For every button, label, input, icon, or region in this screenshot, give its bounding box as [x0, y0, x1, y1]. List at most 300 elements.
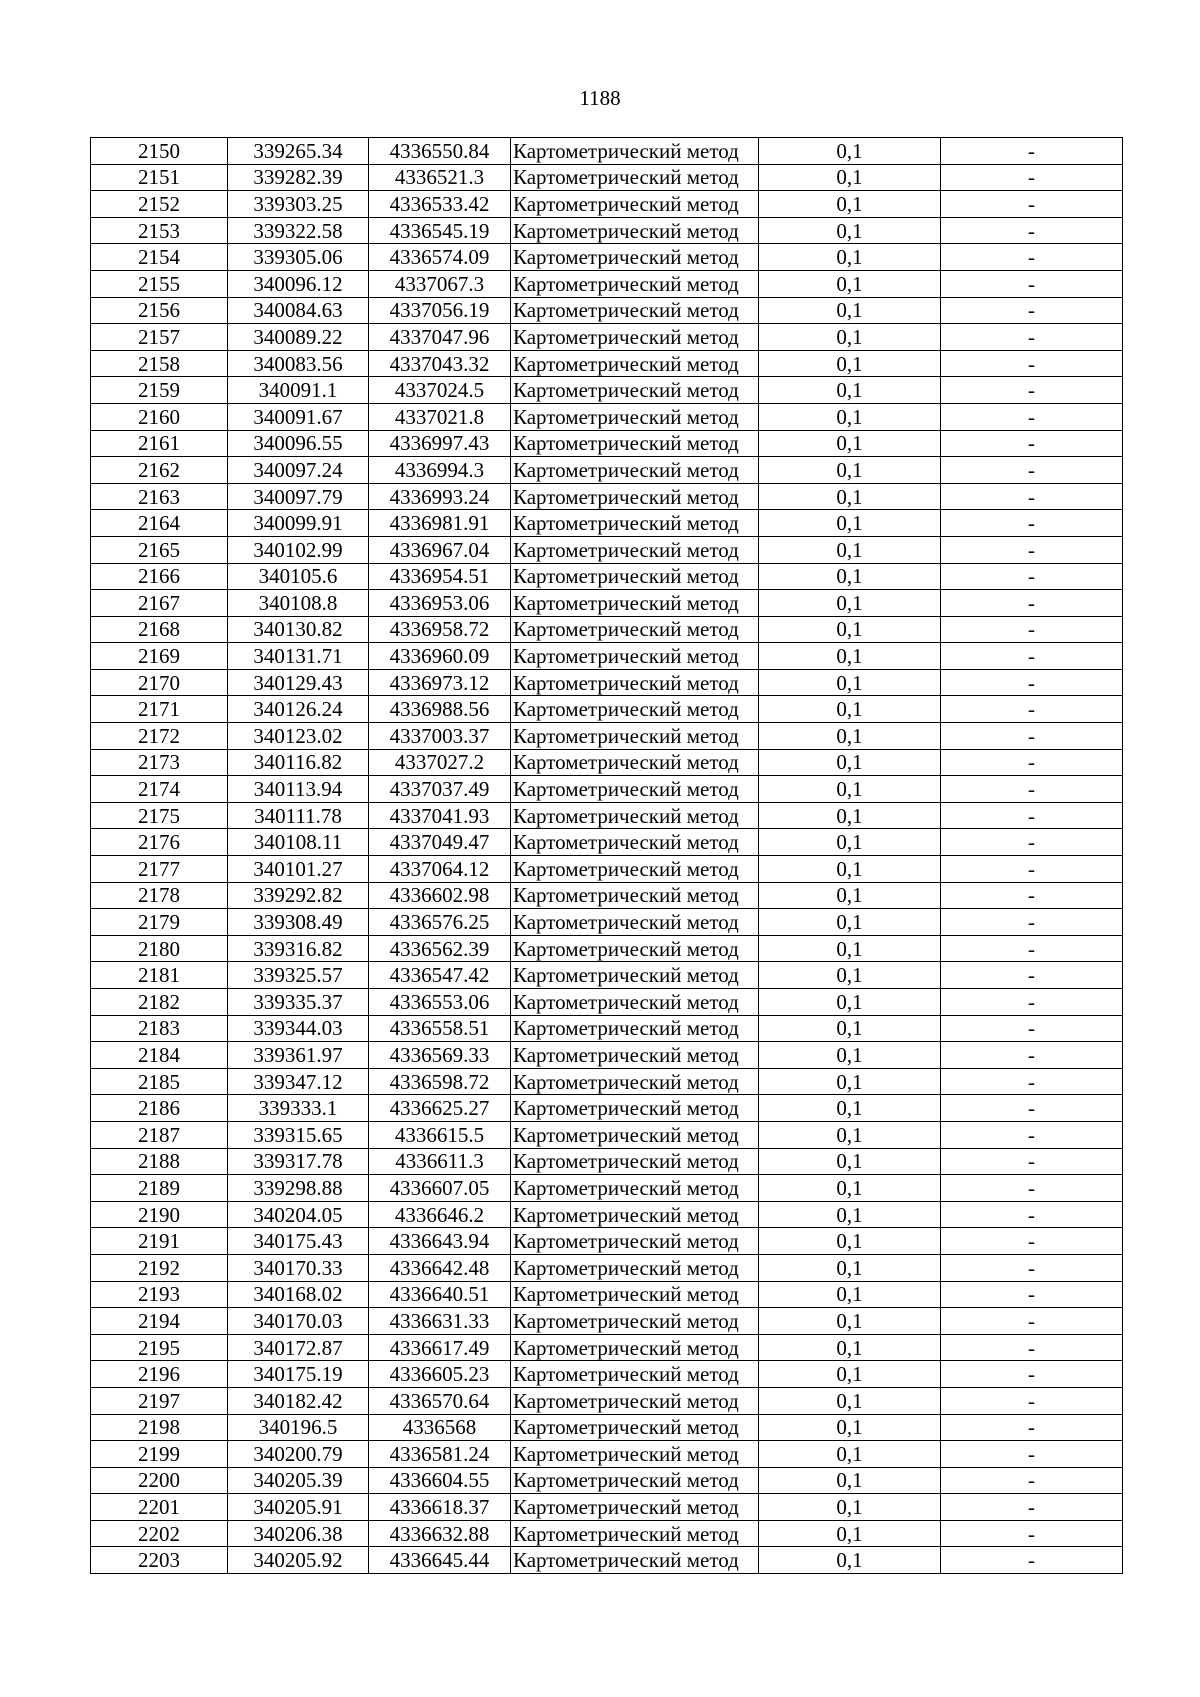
accuracy-cell: 0,1	[759, 802, 941, 829]
accuracy-cell: 0,1	[759, 989, 941, 1016]
point-number-cell: 2170	[91, 669, 228, 696]
method-cell: Картометрический метод	[511, 723, 759, 750]
accuracy-cell: 0,1	[759, 590, 941, 617]
x-coordinate-cell: 339344.03	[228, 1015, 369, 1042]
x-coordinate-cell: 340206.38	[228, 1520, 369, 1547]
y-coordinate-cell: 4336547.42	[369, 962, 511, 989]
method-cell: Картометрический метод	[511, 909, 759, 936]
page-number: 1188	[579, 86, 621, 110]
point-number-cell: 2152	[91, 191, 228, 218]
table-row	[91, 1148, 1123, 1175]
dash-cell: -	[941, 536, 1123, 563]
table-row	[91, 1042, 1123, 1069]
dash-cell: -	[941, 616, 1123, 643]
method-cell: Картометрический метод	[511, 856, 759, 883]
x-coordinate-cell: 340205.91	[228, 1494, 369, 1521]
method-cell: Картометрический метод	[511, 749, 759, 776]
x-coordinate-cell: 339361.97	[228, 1042, 369, 1069]
x-coordinate-cell: 340126.24	[228, 696, 369, 723]
accuracy-cell: 0,1	[759, 643, 941, 670]
method-cell: Картометрический метод	[511, 1441, 759, 1468]
x-coordinate-cell: 340168.02	[228, 1281, 369, 1308]
accuracy-cell: 0,1	[759, 510, 941, 537]
x-coordinate-cell: 340101.27	[228, 856, 369, 883]
method-cell: Картометрический метод	[511, 643, 759, 670]
x-coordinate-cell: 340111.78	[228, 802, 369, 829]
point-number-cell: 2200	[91, 1467, 228, 1494]
point-number-cell: 2179	[91, 909, 228, 936]
x-coordinate-cell: 339315.65	[228, 1121, 369, 1148]
table-row	[91, 563, 1123, 590]
method-cell: Картометрический метод	[511, 324, 759, 351]
y-coordinate-cell: 4336643.94	[369, 1228, 511, 1255]
x-coordinate-cell: 340096.12	[228, 270, 369, 297]
y-coordinate-cell: 4337027.2	[369, 749, 511, 776]
x-coordinate-cell: 340096.55	[228, 430, 369, 457]
y-coordinate-cell: 4336646.2	[369, 1201, 511, 1228]
point-number-cell: 2167	[91, 590, 228, 617]
y-coordinate-cell: 4336598.72	[369, 1068, 511, 1095]
accuracy-cell: 0,1	[759, 829, 941, 856]
x-coordinate-cell: 339317.78	[228, 1148, 369, 1175]
dash-cell: -	[941, 856, 1123, 883]
table-row	[91, 1467, 1123, 1494]
coordinates-table-body	[91, 138, 1123, 1574]
point-number-cell: 2188	[91, 1148, 228, 1175]
point-number-cell: 2183	[91, 1015, 228, 1042]
accuracy-cell: 0,1	[759, 350, 941, 377]
accuracy-cell: 0,1	[759, 457, 941, 484]
y-coordinate-cell: 4336960.09	[369, 643, 511, 670]
method-cell: Картометрический метод	[511, 430, 759, 457]
method-cell: Картометрический метод	[511, 536, 759, 563]
table-row	[91, 1414, 1123, 1441]
table-row	[91, 483, 1123, 510]
x-coordinate-cell: 339333.1	[228, 1095, 369, 1122]
dash-cell: -	[941, 749, 1123, 776]
x-coordinate-cell: 340170.33	[228, 1254, 369, 1281]
dash-cell: -	[941, 1334, 1123, 1361]
x-coordinate-cell: 340116.82	[228, 749, 369, 776]
accuracy-cell: 0,1	[759, 856, 941, 883]
point-number-cell: 2194	[91, 1308, 228, 1335]
table-row	[91, 244, 1123, 271]
method-cell: Картометрический метод	[511, 616, 759, 643]
accuracy-cell: 0,1	[759, 297, 941, 324]
dash-cell: -	[941, 776, 1123, 803]
method-cell: Картометрический метод	[511, 1228, 759, 1255]
x-coordinate-cell: 339335.37	[228, 989, 369, 1016]
y-coordinate-cell: 4336958.72	[369, 616, 511, 643]
dash-cell: -	[941, 1520, 1123, 1547]
table-row	[91, 696, 1123, 723]
y-coordinate-cell: 4337067.3	[369, 270, 511, 297]
table-row	[91, 829, 1123, 856]
point-number-cell: 2177	[91, 856, 228, 883]
point-number-cell: 2169	[91, 643, 228, 670]
x-coordinate-cell: 340113.94	[228, 776, 369, 803]
accuracy-cell: 0,1	[759, 1015, 941, 1042]
method-cell: Картометрический метод	[511, 1414, 759, 1441]
accuracy-cell: 0,1	[759, 1361, 941, 1388]
method-cell: Картометрический метод	[511, 403, 759, 430]
method-cell: Картометрический метод	[511, 1068, 759, 1095]
point-number-cell: 2199	[91, 1441, 228, 1468]
method-cell: Картометрический метод	[511, 1201, 759, 1228]
table-row	[91, 1068, 1123, 1095]
accuracy-cell: 0,1	[759, 1334, 941, 1361]
point-number-cell: 2190	[91, 1201, 228, 1228]
point-number-cell: 2150	[91, 138, 228, 165]
accuracy-cell: 0,1	[759, 962, 941, 989]
table-row	[91, 457, 1123, 484]
y-coordinate-cell: 4337003.37	[369, 723, 511, 750]
x-coordinate-cell: 339303.25	[228, 191, 369, 218]
method-cell: Картометрический метод	[511, 829, 759, 856]
method-cell: Картометрический метод	[511, 563, 759, 590]
accuracy-cell: 0,1	[759, 536, 941, 563]
table-row	[91, 1281, 1123, 1308]
table-row	[91, 1095, 1123, 1122]
dash-cell: -	[941, 802, 1123, 829]
point-number-cell: 2195	[91, 1334, 228, 1361]
method-cell: Картометрический метод	[511, 377, 759, 404]
accuracy-cell: 0,1	[759, 483, 941, 510]
y-coordinate-cell: 4336625.27	[369, 1095, 511, 1122]
accuracy-cell: 0,1	[759, 1148, 941, 1175]
table-row	[91, 1121, 1123, 1148]
x-coordinate-cell: 340182.42	[228, 1387, 369, 1414]
dash-cell: -	[941, 590, 1123, 617]
dash-cell: -	[941, 1254, 1123, 1281]
y-coordinate-cell: 4336581.24	[369, 1441, 511, 1468]
dash-cell: -	[941, 350, 1123, 377]
method-cell: Картометрический метод	[511, 164, 759, 191]
point-number-cell: 2203	[91, 1547, 228, 1574]
x-coordinate-cell: 340172.87	[228, 1334, 369, 1361]
x-coordinate-cell: 340175.43	[228, 1228, 369, 1255]
point-number-cell: 2164	[91, 510, 228, 537]
dash-cell: -	[941, 1361, 1123, 1388]
accuracy-cell: 0,1	[759, 882, 941, 909]
accuracy-cell: 0,1	[759, 1308, 941, 1335]
x-coordinate-cell: 340105.6	[228, 563, 369, 590]
method-cell: Картометрический метод	[511, 882, 759, 909]
dash-cell: -	[941, 1494, 1123, 1521]
table-row	[91, 1334, 1123, 1361]
accuracy-cell: 0,1	[759, 935, 941, 962]
x-coordinate-cell: 339292.82	[228, 882, 369, 909]
table-row	[91, 324, 1123, 351]
y-coordinate-cell: 4336645.44	[369, 1547, 511, 1574]
dash-cell: -	[941, 1042, 1123, 1069]
x-coordinate-cell: 340091.1	[228, 377, 369, 404]
accuracy-cell: 0,1	[759, 1414, 941, 1441]
method-cell: Картометрический метод	[511, 270, 759, 297]
point-number-cell: 2160	[91, 403, 228, 430]
method-cell: Картометрический метод	[511, 935, 759, 962]
method-cell: Картометрический метод	[511, 696, 759, 723]
accuracy-cell: 0,1	[759, 191, 941, 218]
x-coordinate-cell: 340175.19	[228, 1361, 369, 1388]
y-coordinate-cell: 4336981.91	[369, 510, 511, 537]
x-coordinate-cell: 340102.99	[228, 536, 369, 563]
y-coordinate-cell: 4336550.84	[369, 138, 511, 165]
table-row	[91, 164, 1123, 191]
point-number-cell: 2156	[91, 297, 228, 324]
table-row	[91, 802, 1123, 829]
accuracy-cell: 0,1	[759, 324, 941, 351]
dash-cell: -	[941, 643, 1123, 670]
method-cell: Картометрический метод	[511, 510, 759, 537]
dash-cell: -	[941, 510, 1123, 537]
dash-cell: -	[941, 164, 1123, 191]
point-number-cell: 2185	[91, 1068, 228, 1095]
method-cell: Картометрический метод	[511, 1387, 759, 1414]
method-cell: Картометрический метод	[511, 962, 759, 989]
point-number-cell: 2192	[91, 1254, 228, 1281]
x-coordinate-cell: 340108.8	[228, 590, 369, 617]
y-coordinate-cell: 4337021.8	[369, 403, 511, 430]
y-coordinate-cell: 4336988.56	[369, 696, 511, 723]
y-coordinate-cell: 4336994.3	[369, 457, 511, 484]
accuracy-cell: 0,1	[759, 749, 941, 776]
accuracy-cell: 0,1	[759, 1095, 941, 1122]
point-number-cell: 2173	[91, 749, 228, 776]
table-row	[91, 191, 1123, 218]
x-coordinate-cell: 340099.91	[228, 510, 369, 537]
table-row	[91, 1308, 1123, 1335]
x-coordinate-cell: 339322.58	[228, 217, 369, 244]
point-number-cell: 2176	[91, 829, 228, 856]
table-row	[91, 669, 1123, 696]
accuracy-cell: 0,1	[759, 1547, 941, 1574]
y-coordinate-cell: 4336521.3	[369, 164, 511, 191]
accuracy-cell: 0,1	[759, 430, 941, 457]
accuracy-cell: 0,1	[759, 723, 941, 750]
table-row	[91, 1387, 1123, 1414]
x-coordinate-cell: 340205.92	[228, 1547, 369, 1574]
method-cell: Картометрический метод	[511, 1121, 759, 1148]
y-coordinate-cell: 4337024.5	[369, 377, 511, 404]
accuracy-cell: 0,1	[759, 1494, 941, 1521]
accuracy-cell: 0,1	[759, 164, 941, 191]
dash-cell: -	[941, 457, 1123, 484]
y-coordinate-cell: 4336558.51	[369, 1015, 511, 1042]
dash-cell: -	[941, 377, 1123, 404]
y-coordinate-cell: 4336618.37	[369, 1494, 511, 1521]
dash-cell: -	[941, 217, 1123, 244]
x-coordinate-cell: 340170.03	[228, 1308, 369, 1335]
method-cell: Картометрический метод	[511, 1175, 759, 1202]
y-coordinate-cell: 4336570.64	[369, 1387, 511, 1414]
point-number-cell: 2151	[91, 164, 228, 191]
table-row	[91, 1201, 1123, 1228]
table-row	[91, 1015, 1123, 1042]
y-coordinate-cell: 4336954.51	[369, 563, 511, 590]
accuracy-cell: 0,1	[759, 696, 941, 723]
accuracy-cell: 0,1	[759, 776, 941, 803]
table-row	[91, 1175, 1123, 1202]
method-cell: Картометрический метод	[511, 590, 759, 617]
accuracy-cell: 0,1	[759, 563, 941, 590]
accuracy-cell: 0,1	[759, 403, 941, 430]
coordinates-table	[90, 137, 1123, 1574]
accuracy-cell: 0,1	[759, 1441, 941, 1468]
point-number-cell: 2155	[91, 270, 228, 297]
y-coordinate-cell: 4337037.49	[369, 776, 511, 803]
point-number-cell: 2157	[91, 324, 228, 351]
method-cell: Картометрический метод	[511, 1467, 759, 1494]
x-coordinate-cell: 339316.82	[228, 935, 369, 962]
point-number-cell: 2165	[91, 536, 228, 563]
point-number-cell: 2154	[91, 244, 228, 271]
x-coordinate-cell: 340097.79	[228, 483, 369, 510]
y-coordinate-cell: 4336533.42	[369, 191, 511, 218]
method-cell: Картометрический метод	[511, 483, 759, 510]
table-row	[91, 510, 1123, 537]
y-coordinate-cell: 4336553.06	[369, 989, 511, 1016]
point-number-cell: 2158	[91, 350, 228, 377]
x-coordinate-cell: 339325.57	[228, 962, 369, 989]
x-coordinate-cell: 340196.5	[228, 1414, 369, 1441]
accuracy-cell: 0,1	[759, 1042, 941, 1069]
accuracy-cell: 0,1	[759, 1175, 941, 1202]
dash-cell: -	[941, 1387, 1123, 1414]
dash-cell: -	[941, 1281, 1123, 1308]
table-row	[91, 882, 1123, 909]
x-coordinate-cell: 340089.22	[228, 324, 369, 351]
method-cell: Картометрический метод	[511, 1281, 759, 1308]
table-row	[91, 1228, 1123, 1255]
x-coordinate-cell: 340084.63	[228, 297, 369, 324]
x-coordinate-cell: 340130.82	[228, 616, 369, 643]
method-cell: Картометрический метод	[511, 1015, 759, 1042]
point-number-cell: 2172	[91, 723, 228, 750]
point-number-cell: 2168	[91, 616, 228, 643]
table-row	[91, 616, 1123, 643]
accuracy-cell: 0,1	[759, 1467, 941, 1494]
x-coordinate-cell: 340204.05	[228, 1201, 369, 1228]
method-cell: Картометрический метод	[511, 1095, 759, 1122]
table-row	[91, 1254, 1123, 1281]
point-number-cell: 2202	[91, 1520, 228, 1547]
accuracy-cell: 0,1	[759, 270, 941, 297]
method-cell: Картометрический метод	[511, 1547, 759, 1574]
table-row	[91, 217, 1123, 244]
point-number-cell: 2182	[91, 989, 228, 1016]
x-coordinate-cell: 340129.43	[228, 669, 369, 696]
dash-cell: -	[941, 909, 1123, 936]
point-number-cell: 2174	[91, 776, 228, 803]
method-cell: Картометрический метод	[511, 669, 759, 696]
dash-cell: -	[941, 1308, 1123, 1335]
dash-cell: -	[941, 1441, 1123, 1468]
method-cell: Картометрический метод	[511, 191, 759, 218]
x-coordinate-cell: 340091.67	[228, 403, 369, 430]
dash-cell: -	[941, 723, 1123, 750]
point-number-cell: 2201	[91, 1494, 228, 1521]
dash-cell: -	[941, 1228, 1123, 1255]
method-cell: Картометрический метод	[511, 989, 759, 1016]
dash-cell: -	[941, 483, 1123, 510]
table-row	[91, 856, 1123, 883]
x-coordinate-cell: 340131.71	[228, 643, 369, 670]
y-coordinate-cell: 4337047.96	[369, 324, 511, 351]
method-cell: Картометрический метод	[511, 1334, 759, 1361]
y-coordinate-cell: 4336973.12	[369, 669, 511, 696]
point-number-cell: 2193	[91, 1281, 228, 1308]
method-cell: Картометрический метод	[511, 802, 759, 829]
accuracy-cell: 0,1	[759, 669, 941, 696]
point-number-cell: 2189	[91, 1175, 228, 1202]
x-coordinate-cell: 339265.34	[228, 138, 369, 165]
point-number-cell: 2187	[91, 1121, 228, 1148]
accuracy-cell: 0,1	[759, 377, 941, 404]
dash-cell: -	[941, 1201, 1123, 1228]
method-cell: Картометрический метод	[511, 1308, 759, 1335]
y-coordinate-cell: 4336604.55	[369, 1467, 511, 1494]
y-coordinate-cell: 4336993.24	[369, 483, 511, 510]
point-number-cell: 2161	[91, 430, 228, 457]
y-coordinate-cell: 4336611.3	[369, 1148, 511, 1175]
table-row	[91, 776, 1123, 803]
point-number-cell: 2162	[91, 457, 228, 484]
accuracy-cell: 0,1	[759, 217, 941, 244]
point-number-cell: 2166	[91, 563, 228, 590]
accuracy-cell: 0,1	[759, 1520, 941, 1547]
method-cell: Картометрический метод	[511, 1494, 759, 1521]
dash-cell: -	[941, 430, 1123, 457]
method-cell: Картометрический метод	[511, 1254, 759, 1281]
table-row	[91, 430, 1123, 457]
y-coordinate-cell: 4337049.47	[369, 829, 511, 856]
point-number-cell: 2196	[91, 1361, 228, 1388]
point-number-cell: 2198	[91, 1414, 228, 1441]
table-row	[91, 643, 1123, 670]
table-row	[91, 1441, 1123, 1468]
point-number-cell: 2191	[91, 1228, 228, 1255]
x-coordinate-cell: 339282.39	[228, 164, 369, 191]
table-row	[91, 350, 1123, 377]
dash-cell: -	[941, 1467, 1123, 1494]
method-cell: Картометрический метод	[511, 776, 759, 803]
dash-cell: -	[941, 696, 1123, 723]
dash-cell: -	[941, 403, 1123, 430]
table-row	[91, 590, 1123, 617]
dash-cell: -	[941, 962, 1123, 989]
method-cell: Картометрический метод	[511, 217, 759, 244]
method-cell: Картометрический метод	[511, 350, 759, 377]
dash-cell: -	[941, 1015, 1123, 1042]
accuracy-cell: 0,1	[759, 1121, 941, 1148]
dash-cell: -	[941, 324, 1123, 351]
x-coordinate-cell: 340200.79	[228, 1441, 369, 1468]
accuracy-cell: 0,1	[759, 909, 941, 936]
dash-cell: -	[941, 935, 1123, 962]
dash-cell: -	[941, 244, 1123, 271]
y-coordinate-cell: 4336640.51	[369, 1281, 511, 1308]
dash-cell: -	[941, 1148, 1123, 1175]
point-number-cell: 2178	[91, 882, 228, 909]
dash-cell: -	[941, 270, 1123, 297]
x-coordinate-cell: 340205.39	[228, 1467, 369, 1494]
dash-cell: -	[941, 1068, 1123, 1095]
table-row	[91, 377, 1123, 404]
x-coordinate-cell: 339305.06	[228, 244, 369, 271]
dash-cell: -	[941, 1121, 1123, 1148]
method-cell: Картометрический метод	[511, 1042, 759, 1069]
